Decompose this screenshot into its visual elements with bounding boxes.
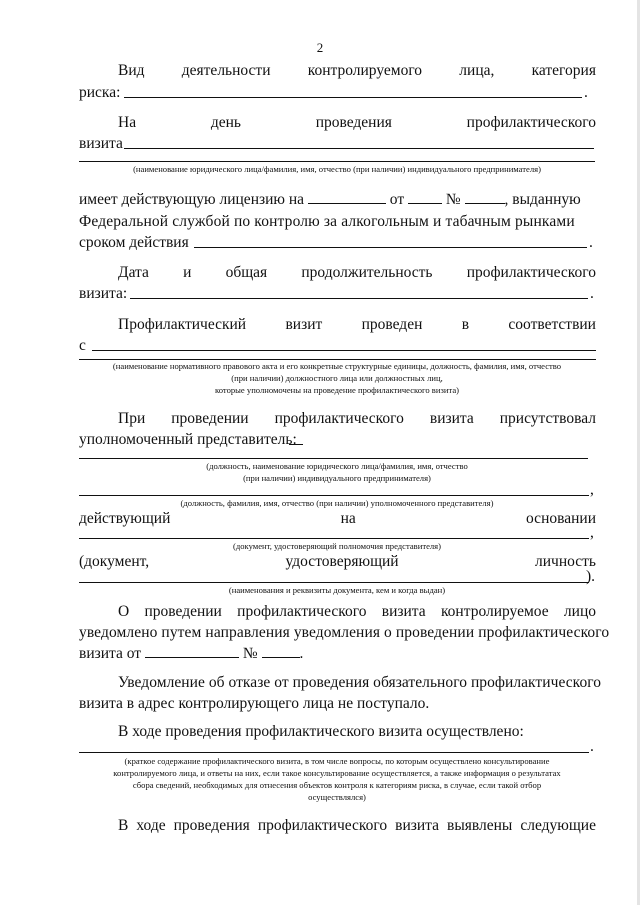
acting-basis-line: действующий на основании (79, 510, 596, 527)
representative-field-short[interactable] (289, 444, 303, 445)
notification-date-field[interactable] (145, 645, 239, 658)
notification-line-2: уведомлено путем направления уведомления о проведении профилактического (79, 624, 610, 641)
license-issuer-line: Федеральной службой по контролю за алкогольным и табачным рынками (79, 213, 575, 230)
notification-line-1: О проведении профилактического визита контролируемое лицо (118, 603, 596, 620)
visit-content-label: В ходе проведения профилактического визита осуществлено: (118, 723, 524, 740)
risk-label: риска: (79, 84, 121, 101)
risk-end-dot: . (584, 84, 588, 101)
legal-act-field-1[interactable] (92, 350, 596, 351)
legal-act-caption-1: (наименование нормативного правового акта и его конкретные структурные единицы, должность, фамилия, имя, отчество (112, 361, 562, 371)
representative-entity-caption-2: (при наличии) индивидуального предпринимателя) (243, 473, 431, 483)
legal-act-caption-2: (при наличии) должностного лица или должностных лиц, (231, 373, 443, 383)
identity-document-caption: (наименования и реквизиты документа, кем и когда выдан) (228, 585, 446, 595)
visit-duration-field[interactable] (130, 298, 588, 299)
identity-document-line: (документ, удостоверяющий личность (79, 553, 596, 570)
identity-end: ). (586, 568, 596, 585)
comma-2: , (590, 524, 594, 541)
validity-label: сроком действия (79, 234, 189, 251)
activity-type-line: Вид деятельности контролируемого лица, категория (118, 62, 596, 79)
visit-content-caption-1: (краткое содержание профилактического визита, в том числе вопросы, по которым осуществлено консультирование (124, 756, 550, 766)
visit-label: визита (79, 135, 123, 152)
visit-duration-label: визита: (79, 285, 128, 302)
refusal-line-1: Уведомление об отказе от проведения обязательного профилактического (118, 674, 602, 691)
conducted-according-line: Профилактический визит проведен в соответствии (118, 316, 596, 333)
date-duration-line: Дата и общая продолжительность профилактического (118, 264, 596, 281)
visit-content-caption-4: осуществлялся) (308, 792, 366, 802)
refusal-line-2: визита в адрес контролирующего лица не поступало. (79, 695, 430, 712)
license-line: имеет действующую лицензию на от № , выданную (79, 191, 581, 208)
representative-entity-caption-1: (должность, наименование юридического лица/фамилия, имя, отчество (206, 461, 468, 471)
visit-content-field[interactable] (79, 752, 589, 753)
authority-document-field[interactable] (79, 538, 589, 539)
visit-date-field[interactable] (124, 148, 594, 149)
visit-content-caption-2: контролируемого лица, и ответы на них, если такое консультирование осуществляется, а также информация о результатах (113, 768, 561, 778)
page-number: 2 (316, 40, 324, 55)
duration-end-dot: . (590, 285, 594, 302)
visit-content-end: . (590, 738, 594, 755)
entity-name-caption: (наименование юридического лица/фамилия, имя, отчество (при наличии) индивидуального предпринимателя) (133, 164, 541, 174)
identity-document-field[interactable] (79, 582, 589, 583)
representative-entity-field[interactable] (79, 458, 588, 459)
authority-document-caption: (документ, удостоверяющий полномочия представителя) (233, 541, 441, 551)
comma-1: , (590, 481, 594, 498)
validity-end-dot: . (589, 234, 593, 251)
entity-name-field[interactable] (79, 161, 595, 162)
validity-field[interactable] (194, 247, 587, 248)
visit-content-caption-3: сбора сведений, необходимых для отнесения объектов контроля к категориям риска, в случае, если такой отбор (132, 780, 542, 790)
representative-person-field[interactable] (79, 495, 589, 496)
risk-category-field[interactable] (124, 97, 582, 98)
representative-present-line: При проведении профилактического визита присутствовал (118, 410, 596, 427)
notification-line-3: визита от № . (79, 645, 304, 662)
license-type-field[interactable] (308, 191, 386, 204)
license-number-field[interactable] (465, 191, 505, 204)
legal-act-field-2[interactable] (79, 359, 596, 360)
representative-label: уполномоченный представитель: (79, 431, 297, 448)
notification-number-field[interactable] (262, 645, 300, 658)
license-date-field[interactable] (408, 191, 442, 204)
legal-act-caption-3: которые уполномочены на проведение профилактического визита) (215, 385, 459, 395)
visit-day-line: На день проведения профилактического (118, 114, 596, 131)
representative-person-caption: (должность, фамилия, имя, отчество (при наличии) уполномоченного представителя) (180, 498, 494, 508)
violations-line: В ходе проведения профилактического визита выявлены следующие (118, 817, 596, 834)
preposition-c: с (79, 337, 86, 354)
